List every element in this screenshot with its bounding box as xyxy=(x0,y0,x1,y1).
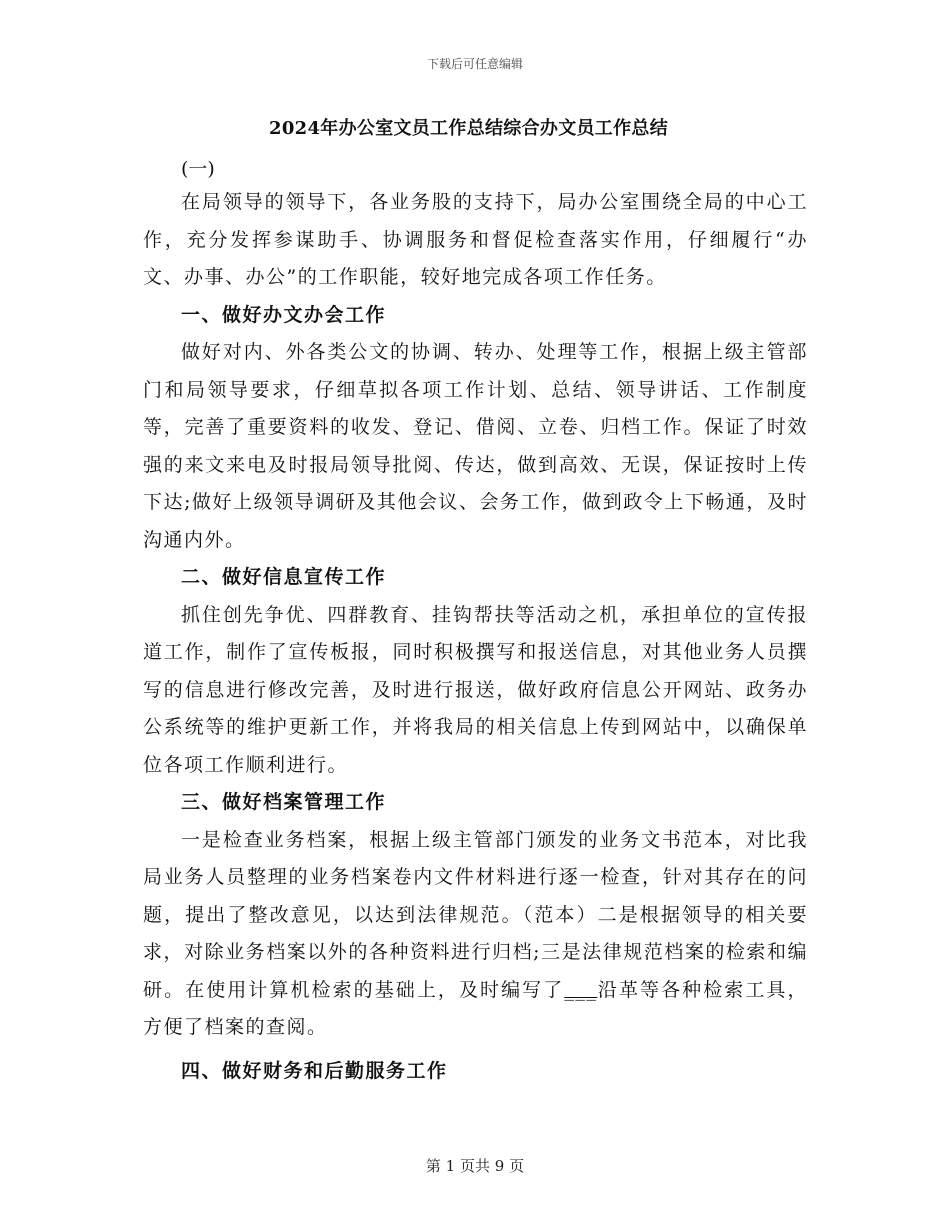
page-header-note: 下载后可任意编辑 xyxy=(426,57,523,71)
section-body-3 xyxy=(143,822,808,1047)
document-body xyxy=(143,116,808,1090)
section-heading-3: 三、做好档案管理工作 xyxy=(181,791,387,813)
section-body-1: 做好对内、外各类公文的协调、转办、处理等工作，根据上级主管部门和局领导要求，仔细草拟各项工作计划、总结、领导讲话、工作制度等，完善了重要资料的收发、登记、借阅、立卷、归档工作。保证了时效强的来文来电及时报局领导批阅、传达，做到高效、无误，保证按时上传下达;做好上级领导调研及其他会议、会务工作，做到政令上下畅通，及时沟通内外。 xyxy=(143,341,808,551)
intro-paragraph: 在局领导的领导下，各业务股的支持下，局办公室围绕全局的中心工作，充分发挥参谋助手、协调服务和督促检查落实作用，仔细履行“办文、办事、办公”的工作职能，较好地完成各项工作任务。 xyxy=(143,191,808,288)
fill-in-blank: ___ xyxy=(564,978,598,1001)
document-title: 2024年办公室文员工作总结综合办文员工作总结 xyxy=(269,118,668,139)
section-body-3-text: 一是检查业务档案，根据上级主管部门颁发的业务文书范本，对比我局业务人员整理的业务档案卷内文件材料进行逐一检查，针对其存在的问题，提出了整改意见，以达到法律规范。（范本）二是根据领导的相关要求，对除业务档案以外的各种资料进行归档;三是法律规范档案的检索和编研。在使用计算机检索的基础上，及时编写了 xyxy=(143,828,808,1001)
section-body-2: 抓住创先争优、四群教育、挂钩帮扶等活动之机，承担单位的宣传报道工作，制作了宣传板报，同时积极撰写和报送信息，对其他业务人员撰写的信息进行修改完善，及时进行报送，做好政府信息公开网站、政务办公系统等的维护更新工作，并将我局的相关信息上传到网站中，以确保单位各项工作顺利进行。 xyxy=(143,603,808,776)
section-body-3-text-end: 沿革等各种检索工具，方便了档案的查阅。 xyxy=(143,978,808,1038)
section-heading-4: 四、做好财务和后勤服务工作 xyxy=(181,1059,448,1082)
page-number: 第 1 页共 9 页 xyxy=(425,1157,525,1175)
section-heading-1: 一、做好办文办会工作 xyxy=(181,303,387,326)
section-heading-2: 二、做好信息宣传工作 xyxy=(181,566,387,588)
section-marker: (一) xyxy=(181,158,215,180)
